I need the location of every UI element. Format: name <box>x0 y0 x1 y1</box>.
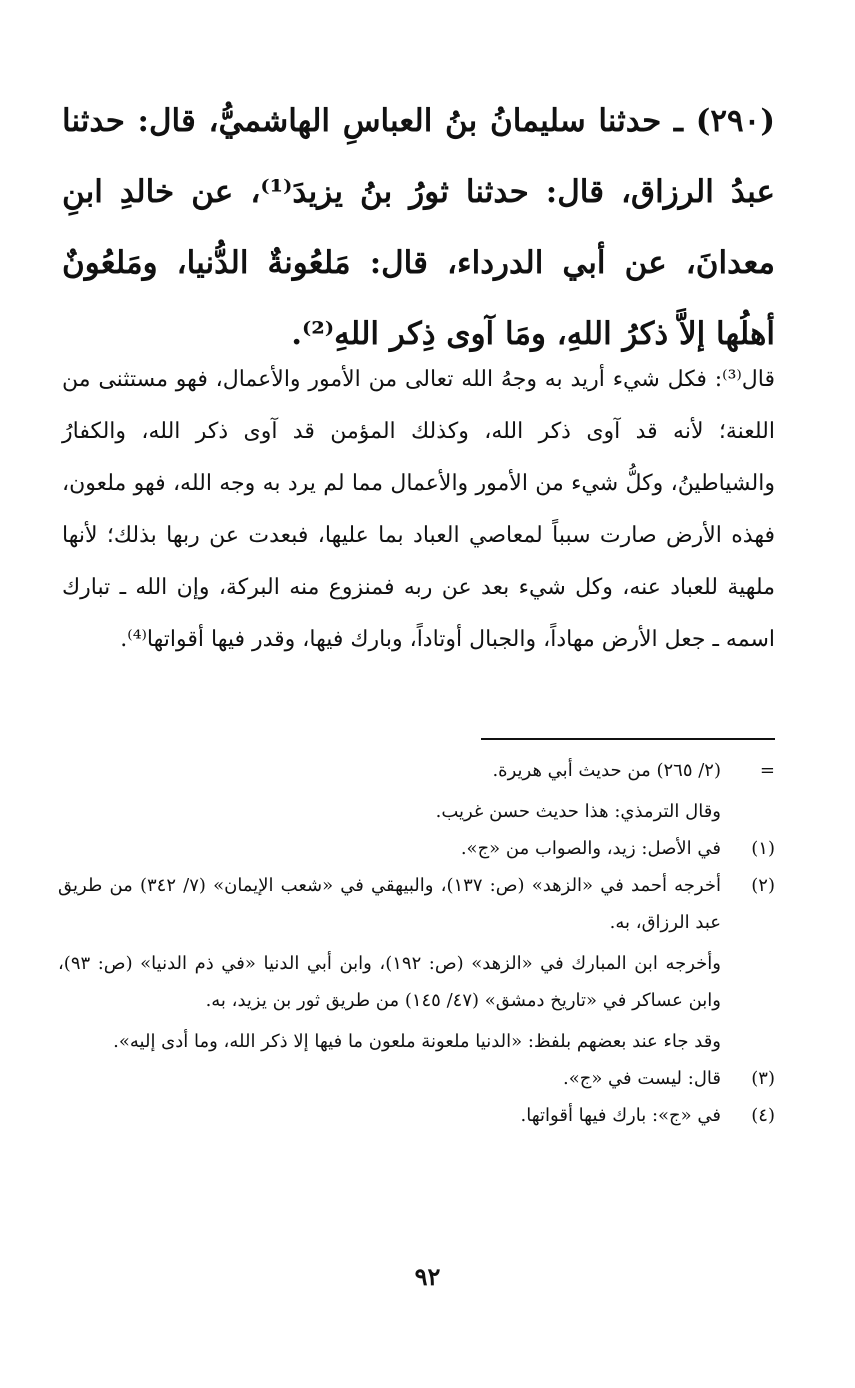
footnote-4 <box>58 1097 775 1134</box>
footnote-text: (٢/ ٢٦٥) من حديث أبي هريرة. <box>492 760 721 781</box>
footnote-text: وقال الترمذي: هذا حديث حسن غريب. <box>435 801 721 822</box>
footnote-marker: (٤) <box>751 1105 775 1126</box>
footnote-text: وقد جاء عند بعضهم بلفظ: «الدنيا ملعونة ملعون ما فيها إلا ذكر الله، وما أدى إليه». <box>113 1031 721 1052</box>
footnote-marker: (٣) <box>751 1068 775 1089</box>
footnotes <box>58 752 775 1134</box>
footnote-text: في الأصل: زيد، والصواب من «ج». <box>460 838 721 859</box>
footnote-text: وأخرجه ابن المبارك في «الزهد» (ص: ١٩٢)، وابن أبي الدنيا «في ذم الدنيا» (ص: ٩٣)، وابن عساكر في «تاريخ دمشق» (٤٧/ ١٤٥) من طريق ثور بن يزيد، به. <box>58 953 721 1011</box>
page-number: ٩٢ <box>414 1262 441 1291</box>
footnote-1 <box>58 830 775 867</box>
footnote-separator <box>481 738 775 740</box>
commentary-paragraph: قال⁽³⁾: فكل شيء أريد به وجهُ الله تعالى من الأمور والأعمال، فهو مستثنى من اللعنة؛ لأنه قد آوى ذكر الله، وكذلك المؤمن قد آوى ذكر الله، والكفارُ والشياطينُ، وكلُّ شيء من الأمور والأعمال مما لم يرد به وجه الله، فهو ملعون، فهذه الأرض صارت سبباً لمعاصي العباد بما عليها، فبعدت عن ربها بذلك؛ لأنها ملهية للعباد عنه، وكل شيء بعد عن ربه فمنزوع منه البركة، وإن الله ـ تبارك اسمه ـ جعل الأرض مهاداً، والجبال أوتاداً، وبارك فيها، وقدر فيها أقواتها⁽⁴⁾. <box>62 367 775 652</box>
hadith-number: (٢٩٠) <box>695 103 775 139</box>
footnote-2 <box>58 867 775 1060</box>
footnote-text: في «ج»: بارك فيها أقواتها. <box>520 1105 721 1126</box>
footnote-marker: = <box>759 760 775 781</box>
footnote-text: قال: ليست في «ج». <box>562 1068 721 1089</box>
footnote-marker: (١) <box>751 838 775 859</box>
hadith-paragraph <box>62 86 775 370</box>
footnote-marker: (٢) <box>751 875 775 896</box>
hadith-text: ـ حدثنا سليمانُ بنُ العباسِ الهاشميُّ، قال: حدثنا عبدُ الرزاق، قال: حدثنا ثورُ بنُ يزيدَ⁽¹⁾، عن خالدِ ابنِ معدانَ، عن أبي الدرداء، قال: مَلعُونةٌ الدُّنيا، ومَلعُونٌ أهلُها إلاَّ ذكرُ اللهِ، ومَا آوى ذِكر اللهِ⁽²⁾. <box>62 103 775 352</box>
footnote-continuation <box>58 752 775 830</box>
footnote-text: أخرجه أحمد في «الزهد» (ص: ١٣٧)، والبيهقي في «شعب الإيمان» (٧/ ٣٤٢) من طريق عبد الرزاق، به. <box>58 875 721 933</box>
footnote-3 <box>58 1060 775 1097</box>
